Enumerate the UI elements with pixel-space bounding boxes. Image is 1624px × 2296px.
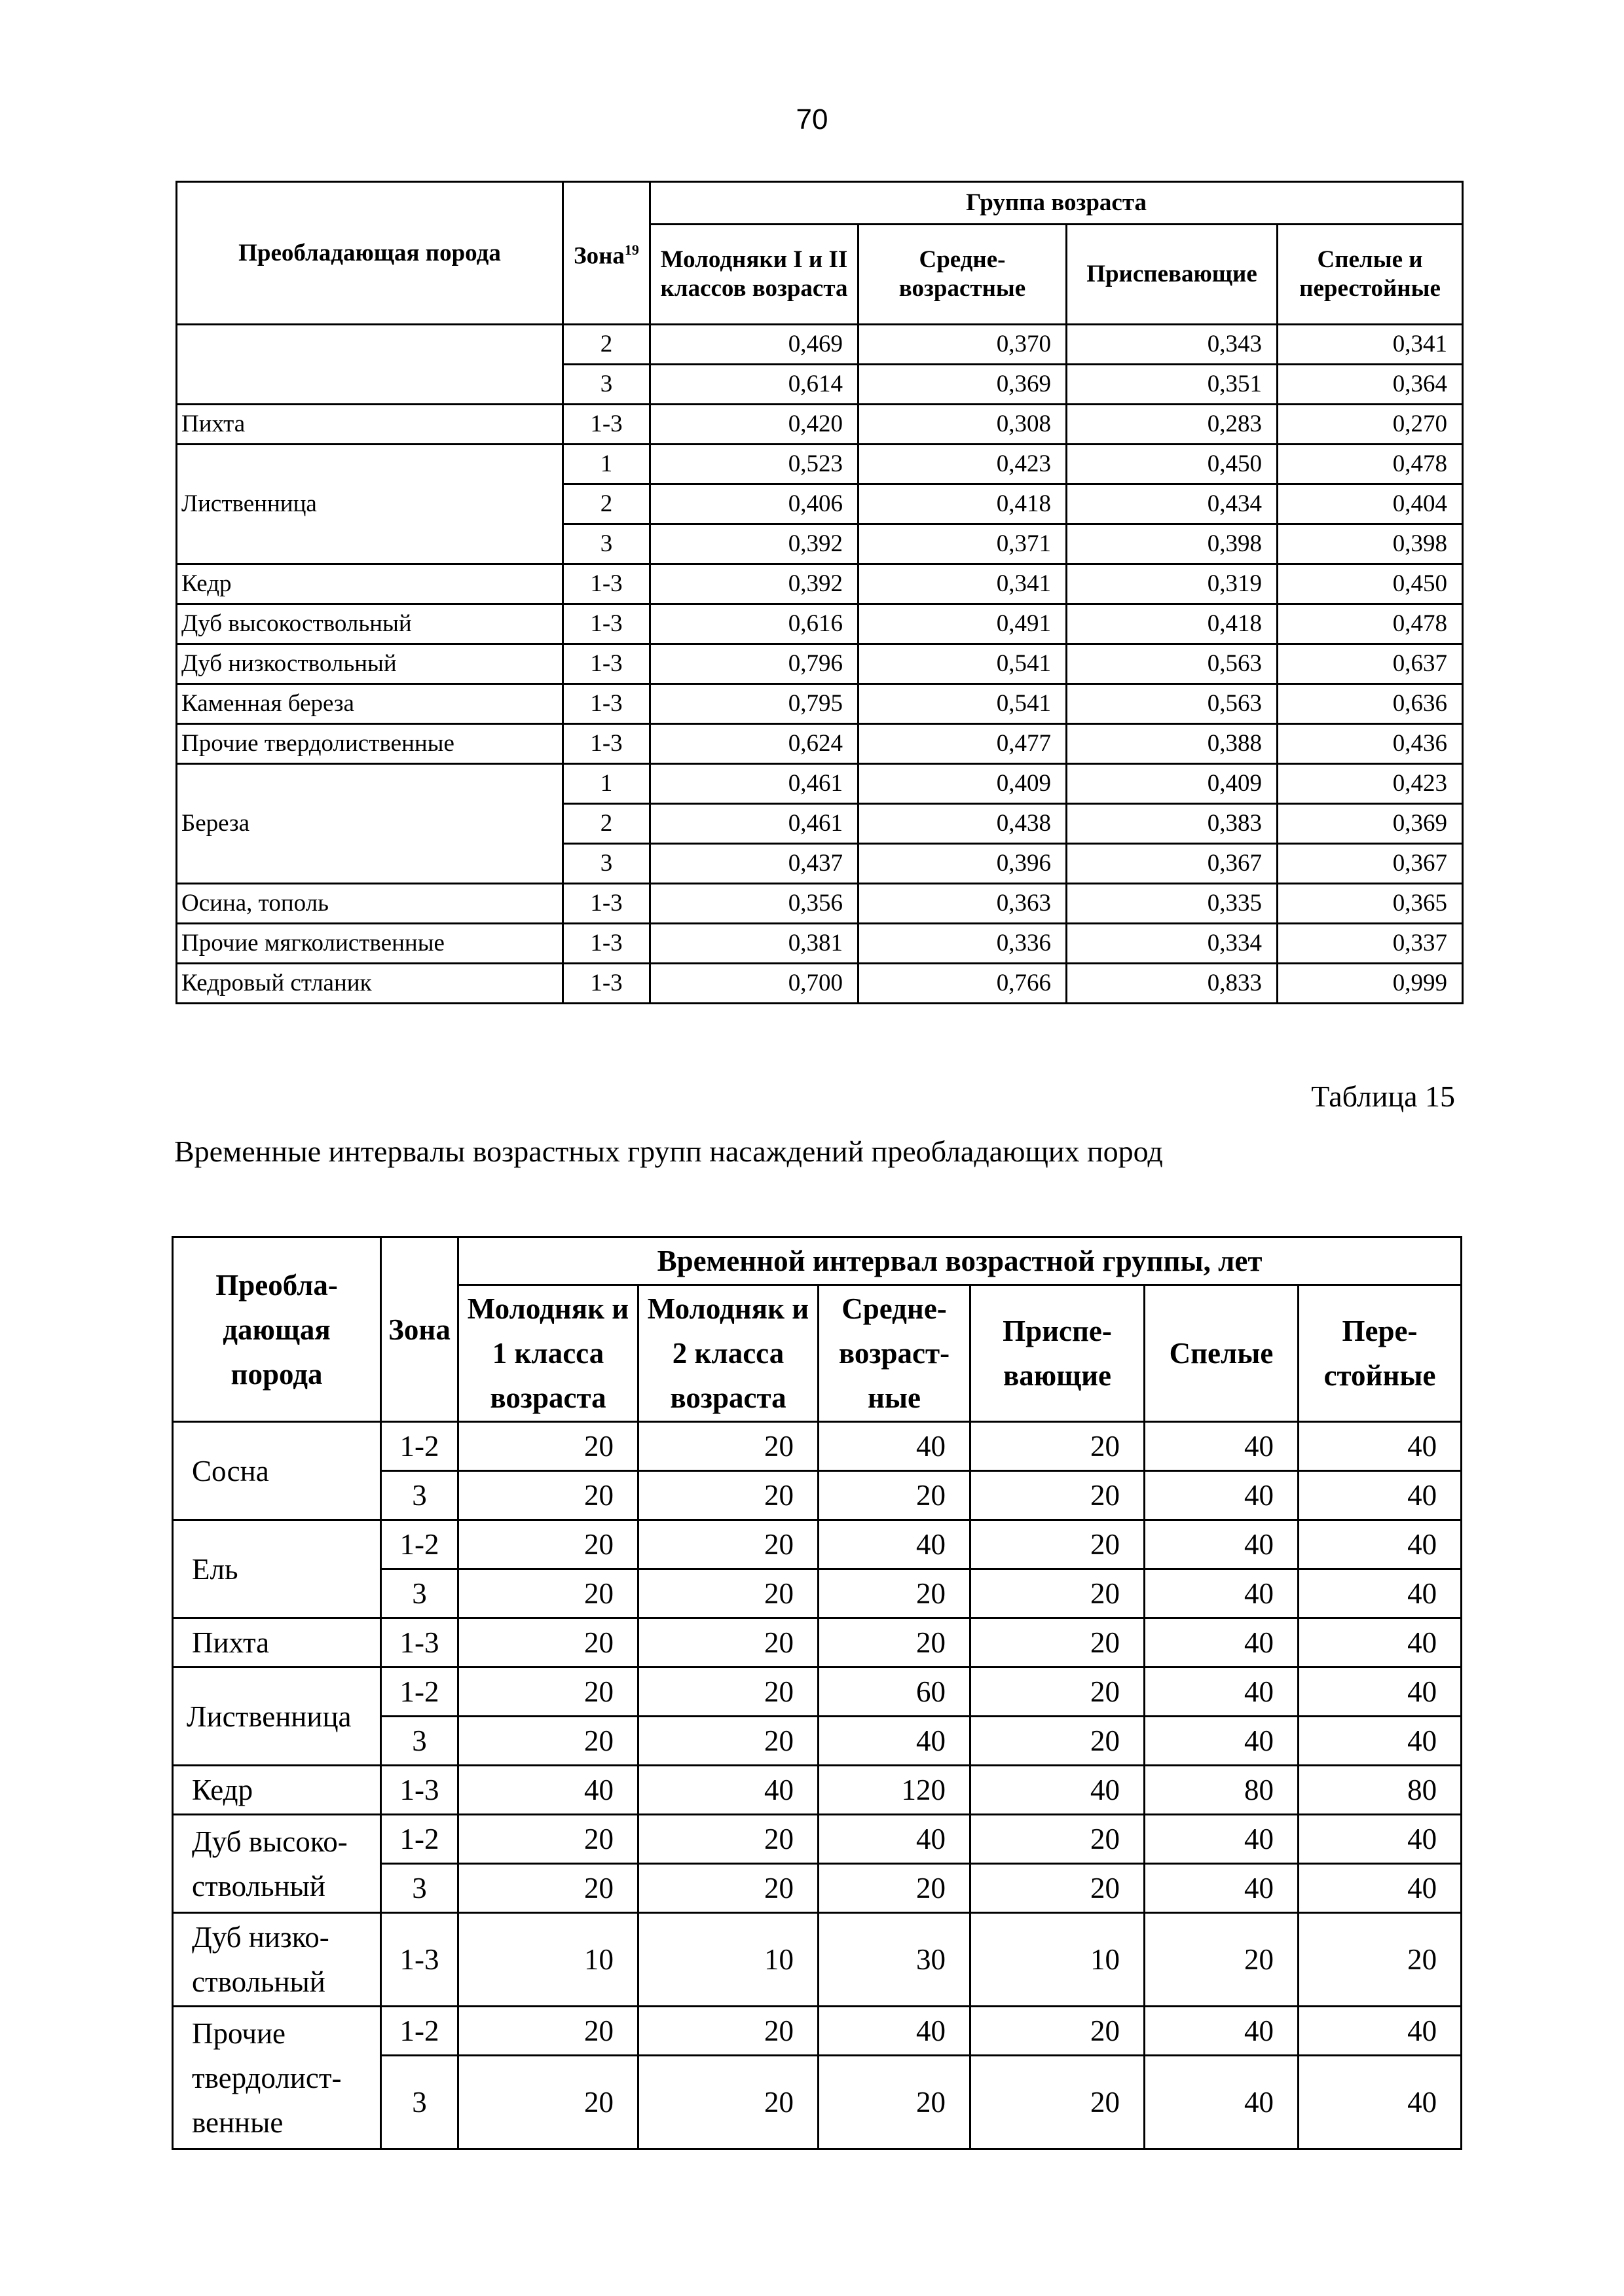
value-cell: 0,364 xyxy=(1278,365,1463,405)
zone-cell: 1-3 xyxy=(563,684,650,724)
value-cell: 20 xyxy=(458,1422,638,1471)
value-cell: 0,636 xyxy=(1278,684,1463,724)
header-species: Преобладающая порода xyxy=(177,182,563,325)
wood-density-table xyxy=(175,181,1464,1004)
age-interval-table xyxy=(172,1236,1462,2150)
value-cell: 20 xyxy=(638,2007,819,2056)
value-cell: 0,478 xyxy=(1278,604,1463,644)
value-cell: 10 xyxy=(458,1913,638,2007)
value-cell: 20 xyxy=(1299,1913,1462,2007)
table-row xyxy=(177,964,1463,1004)
value-cell: 0,409 xyxy=(1067,764,1278,804)
value-cell: 20 xyxy=(638,1471,819,1520)
value-cell: 40 xyxy=(1145,1717,1299,1766)
value-cell: 40 xyxy=(970,1766,1145,1815)
value-cell: 40 xyxy=(1299,1520,1462,1569)
table-row xyxy=(173,1667,1462,1717)
species-cell: Ель xyxy=(173,1520,381,1618)
table-caption-number: Таблица 15 xyxy=(1311,1080,1455,1113)
value-cell: 20 xyxy=(638,1717,819,1766)
value-cell: 20 xyxy=(638,2056,819,2149)
value-cell: 30 xyxy=(819,1913,970,2007)
value-cell: 20 xyxy=(458,2056,638,2149)
value-cell: 20 xyxy=(970,1520,1145,1569)
value-cell: 0,319 xyxy=(1067,564,1278,604)
table-row xyxy=(177,604,1463,644)
zone-cell: 1-3 xyxy=(381,1913,458,2007)
value-cell: 20 xyxy=(970,2007,1145,2056)
species-cell: Дуб низкоствольный xyxy=(177,644,563,684)
value-cell: 0,343 xyxy=(1067,325,1278,365)
zone-cell: 3 xyxy=(381,2056,458,2149)
value-cell: 0,614 xyxy=(650,365,858,405)
value-cell: 40 xyxy=(819,1520,970,1569)
zone-cell: 3 xyxy=(563,524,650,564)
value-cell: 20 xyxy=(970,1864,1145,1913)
footnote-marker: 19 xyxy=(624,241,639,258)
header-zone: Зона$^{19}$ xyxy=(563,182,650,325)
value-cell: 0,396 xyxy=(858,844,1067,884)
value-cell: 0,833 xyxy=(1067,964,1278,1004)
table-row xyxy=(177,644,1463,684)
value-cell: 0,616 xyxy=(650,604,858,644)
table-row xyxy=(173,1815,1462,1864)
header-mature: Спелые xyxy=(1145,1285,1299,1422)
zone-cell: 3 xyxy=(563,365,650,405)
value-cell: 0,369 xyxy=(858,365,1067,405)
value-cell: 20 xyxy=(970,1618,1145,1667)
value-cell: 60 xyxy=(819,1667,970,1717)
value-cell: 0,367 xyxy=(1067,844,1278,884)
value-cell: 0,434 xyxy=(1067,484,1278,524)
value-cell: 0,461 xyxy=(650,764,858,804)
value-cell: 20 xyxy=(458,1667,638,1717)
zone-cell: 1-3 xyxy=(563,884,650,924)
value-cell: 20 xyxy=(638,1618,819,1667)
value-cell: 40 xyxy=(1145,1520,1299,1569)
table-row xyxy=(177,564,1463,604)
value-cell: 0,341 xyxy=(858,564,1067,604)
table-row xyxy=(173,1766,1462,1815)
zone-cell: 3 xyxy=(381,1717,458,1766)
zone-cell: 3 xyxy=(381,1471,458,1520)
value-cell: 40 xyxy=(1145,1864,1299,1913)
value-cell: 20 xyxy=(638,1667,819,1717)
value-cell: 20 xyxy=(638,1422,819,1471)
header-interval-group: Временной интервал возрастной группы, лет xyxy=(458,1237,1462,1285)
value-cell: 40 xyxy=(1299,1422,1462,1471)
header-young-1: Молодняк и 1 класса возраста xyxy=(458,1285,638,1422)
table-row xyxy=(177,884,1463,924)
value-cell: 40 xyxy=(1299,1471,1462,1520)
header-middle-aged: Средне-возрастные xyxy=(858,225,1067,325)
value-cell: 0,367 xyxy=(1278,844,1463,884)
value-cell: 0,450 xyxy=(1278,564,1463,604)
zone-cell: 1-2 xyxy=(381,2007,458,2056)
value-cell: 40 xyxy=(1299,1667,1462,1717)
value-cell: 0,523 xyxy=(650,445,858,484)
zone-cell: 2 xyxy=(563,804,650,844)
header-young-2: Молодняк и 2 класса возраста xyxy=(638,1285,819,1422)
value-cell: 20 xyxy=(1145,1913,1299,2007)
value-cell: 0,404 xyxy=(1278,484,1463,524)
species-cell: Лиственница xyxy=(177,445,563,564)
species-cell: Прочие твердолист-венные xyxy=(173,2007,381,2149)
value-cell: 0,392 xyxy=(650,524,858,564)
value-cell: 20 xyxy=(638,1815,819,1864)
value-cell: 0,334 xyxy=(1067,924,1278,964)
table-row xyxy=(173,1422,1462,1471)
value-cell: 0,478 xyxy=(1278,445,1463,484)
species-cell: Лиственница xyxy=(173,1667,381,1766)
page-number: 70 xyxy=(796,103,828,136)
value-cell: 40 xyxy=(1299,1569,1462,1618)
zone-cell: 1-2 xyxy=(381,1422,458,1471)
zone-cell: 2 xyxy=(563,484,650,524)
value-cell: 0,308 xyxy=(858,405,1067,445)
value-cell: 40 xyxy=(1145,1667,1299,1717)
zone-cell: 1-3 xyxy=(563,924,650,964)
table-row xyxy=(177,764,1463,804)
value-cell: 20 xyxy=(458,1864,638,1913)
header-premature: Приспе-вающие xyxy=(970,1285,1145,1422)
zone-cell: 1-3 xyxy=(563,564,650,604)
table-row xyxy=(177,445,1463,484)
value-cell: 20 xyxy=(458,2007,638,2056)
value-cell: 40 xyxy=(458,1766,638,1815)
value-cell: 20 xyxy=(819,1618,970,1667)
zone-cell: 1-2 xyxy=(381,1520,458,1569)
value-cell: 20 xyxy=(458,1815,638,1864)
value-cell: 20 xyxy=(970,2056,1145,2149)
species-cell: Сосна xyxy=(173,1422,381,1520)
value-cell: 40 xyxy=(1145,1815,1299,1864)
value-cell: 20 xyxy=(458,1618,638,1667)
species-cell: Пихта xyxy=(177,405,563,445)
value-cell: 0,341 xyxy=(1278,325,1463,365)
value-cell: 20 xyxy=(638,1520,819,1569)
species-cell: Дуб высокоствольный xyxy=(177,604,563,644)
value-cell: 0,392 xyxy=(650,564,858,604)
header-species: Преобла-дающая порода xyxy=(173,1237,381,1422)
value-cell: 0,423 xyxy=(858,445,1067,484)
value-cell: 40 xyxy=(1145,1471,1299,1520)
value-cell: 0,491 xyxy=(858,604,1067,644)
species-cell: Прочие мягколиственные xyxy=(177,924,563,964)
value-cell: 0,406 xyxy=(650,484,858,524)
table-row xyxy=(177,924,1463,964)
header-mature: Спелые и перестойные xyxy=(1278,225,1463,325)
value-cell: 40 xyxy=(819,1717,970,1766)
zone-cell: 1 xyxy=(563,445,650,484)
value-cell: 20 xyxy=(819,1569,970,1618)
value-cell: 40 xyxy=(1299,2007,1462,2056)
value-cell: 40 xyxy=(819,1815,970,1864)
value-cell: 40 xyxy=(819,1422,970,1471)
header-overmature: Пере-стойные xyxy=(1299,1285,1462,1422)
value-cell: 20 xyxy=(458,1471,638,1520)
value-cell: 0,563 xyxy=(1067,684,1278,724)
value-cell: 20 xyxy=(970,1717,1145,1766)
value-cell: 20 xyxy=(970,1569,1145,1618)
zone-cell: 1-3 xyxy=(381,1766,458,1815)
value-cell: 20 xyxy=(458,1569,638,1618)
zone-cell: 3 xyxy=(563,844,650,884)
value-cell: 0,637 xyxy=(1278,644,1463,684)
value-cell: 0,336 xyxy=(858,924,1067,964)
zone-cell: 1-3 xyxy=(563,405,650,445)
value-cell: 80 xyxy=(1299,1766,1462,1815)
value-cell: 40 xyxy=(1299,1864,1462,1913)
header-middle-aged: Средне-возраст-ные xyxy=(819,1285,970,1422)
species-cell: Дуб низко-ствольный xyxy=(173,1913,381,2007)
value-cell: 10 xyxy=(638,1913,819,2007)
value-cell: 0,541 xyxy=(858,644,1067,684)
value-cell: 0,283 xyxy=(1067,405,1278,445)
value-cell: 40 xyxy=(1299,1618,1462,1667)
zone-cell: 3 xyxy=(381,1864,458,1913)
value-cell: 40 xyxy=(1145,1569,1299,1618)
header-young: Молодняки I и II классов возраста xyxy=(650,225,858,325)
table-row xyxy=(173,2007,1462,2056)
species-cell: Кедр xyxy=(177,564,563,604)
value-cell: 0,469 xyxy=(650,325,858,365)
value-cell: 0,371 xyxy=(858,524,1067,564)
table-row xyxy=(177,405,1463,445)
value-cell: 40 xyxy=(819,2007,970,2056)
value-cell: 20 xyxy=(970,1667,1145,1717)
value-cell: 0,795 xyxy=(650,684,858,724)
zone-cell: 1-2 xyxy=(381,1667,458,1717)
table-row xyxy=(173,1913,1462,2007)
value-cell: 0,398 xyxy=(1278,524,1463,564)
species-cell xyxy=(177,325,563,405)
species-cell: Дуб высоко-ствольный xyxy=(173,1815,381,1913)
value-cell: 20 xyxy=(458,1520,638,1569)
zone-cell: 1-2 xyxy=(381,1815,458,1864)
value-cell: 0,766 xyxy=(858,964,1067,1004)
value-cell: 20 xyxy=(970,1422,1145,1471)
zone-cell: 1-3 xyxy=(563,644,650,684)
table-row xyxy=(173,1618,1462,1667)
value-cell: 20 xyxy=(970,1815,1145,1864)
table-row xyxy=(177,325,1463,365)
value-cell: 40 xyxy=(638,1766,819,1815)
zone-cell: 2 xyxy=(563,325,650,365)
value-cell: 40 xyxy=(1145,2056,1299,2149)
header-premature: Приспевающие xyxy=(1067,225,1278,325)
value-cell: 0,438 xyxy=(858,804,1067,844)
species-cell: Береза xyxy=(177,764,563,884)
table-row xyxy=(177,684,1463,724)
value-cell: 40 xyxy=(1145,1618,1299,1667)
value-cell: 10 xyxy=(970,1913,1145,2007)
value-cell: 0,337 xyxy=(1278,924,1463,964)
value-cell: 120 xyxy=(819,1766,970,1815)
value-cell: 0,563 xyxy=(1067,644,1278,684)
zone-cell: 1-3 xyxy=(563,964,650,1004)
value-cell: 0,541 xyxy=(858,684,1067,724)
value-cell: 0,999 xyxy=(1278,964,1463,1004)
value-cell: 0,370 xyxy=(858,325,1067,365)
value-cell: 80 xyxy=(1145,1766,1299,1815)
value-cell: 0,356 xyxy=(650,884,858,924)
value-cell: 40 xyxy=(1299,1815,1462,1864)
header-zone: Зона xyxy=(381,1237,458,1422)
value-cell: 20 xyxy=(458,1717,638,1766)
value-cell: 0,381 xyxy=(650,924,858,964)
value-cell: 0,477 xyxy=(858,724,1067,764)
species-cell: Кедровый стланик xyxy=(177,964,563,1004)
value-cell: 20 xyxy=(819,1864,970,1913)
species-cell: Кедр xyxy=(173,1766,381,1815)
zone-cell: 3 xyxy=(381,1569,458,1618)
value-cell: 0,369 xyxy=(1278,804,1463,844)
species-cell: Прочие твердолиственные xyxy=(177,724,563,764)
value-cell: 20 xyxy=(970,1471,1145,1520)
value-cell: 0,418 xyxy=(858,484,1067,524)
zone-cell: 1-3 xyxy=(381,1618,458,1667)
value-cell: 0,351 xyxy=(1067,365,1278,405)
value-cell: 0,461 xyxy=(650,804,858,844)
value-cell: 0,335 xyxy=(1067,884,1278,924)
species-cell: Осина, тополь xyxy=(177,884,563,924)
value-cell: 0,423 xyxy=(1278,764,1463,804)
value-cell: 20 xyxy=(819,2056,970,2149)
value-cell: 0,420 xyxy=(650,405,858,445)
table-caption-title: Временные интервалы возрастных групп насаждений преобладающих пород xyxy=(174,1135,1163,1168)
species-cell: Каменная береза xyxy=(177,684,563,724)
value-cell: 0,436 xyxy=(1278,724,1463,764)
value-cell: 40 xyxy=(1299,1717,1462,1766)
value-cell: 0,450 xyxy=(1067,445,1278,484)
value-cell: 40 xyxy=(1299,2056,1462,2149)
header-age-group: Группа возраста xyxy=(650,182,1463,225)
value-cell: 0,437 xyxy=(650,844,858,884)
value-cell: 40 xyxy=(1145,1422,1299,1471)
value-cell: 40 xyxy=(1145,2007,1299,2056)
value-cell: 20 xyxy=(819,1471,970,1520)
table-row xyxy=(173,1520,1462,1569)
zone-cell: 1 xyxy=(563,764,650,804)
zone-cell: 1-3 xyxy=(563,604,650,644)
value-cell: 0,409 xyxy=(858,764,1067,804)
value-cell: 20 xyxy=(638,1864,819,1913)
value-cell: 0,388 xyxy=(1067,724,1278,764)
value-cell: 20 xyxy=(638,1569,819,1618)
value-cell: 0,398 xyxy=(1067,524,1278,564)
value-cell: 0,365 xyxy=(1278,884,1463,924)
value-cell: 0,796 xyxy=(650,644,858,684)
zone-cell: 1-3 xyxy=(563,724,650,764)
value-cell: 0,700 xyxy=(650,964,858,1004)
value-cell: 0,624 xyxy=(650,724,858,764)
species-cell: Пихта xyxy=(173,1618,381,1667)
value-cell: 0,363 xyxy=(858,884,1067,924)
table-row xyxy=(177,724,1463,764)
value-cell: 0,418 xyxy=(1067,604,1278,644)
value-cell: 0,383 xyxy=(1067,804,1278,844)
value-cell: 0,270 xyxy=(1278,405,1463,445)
